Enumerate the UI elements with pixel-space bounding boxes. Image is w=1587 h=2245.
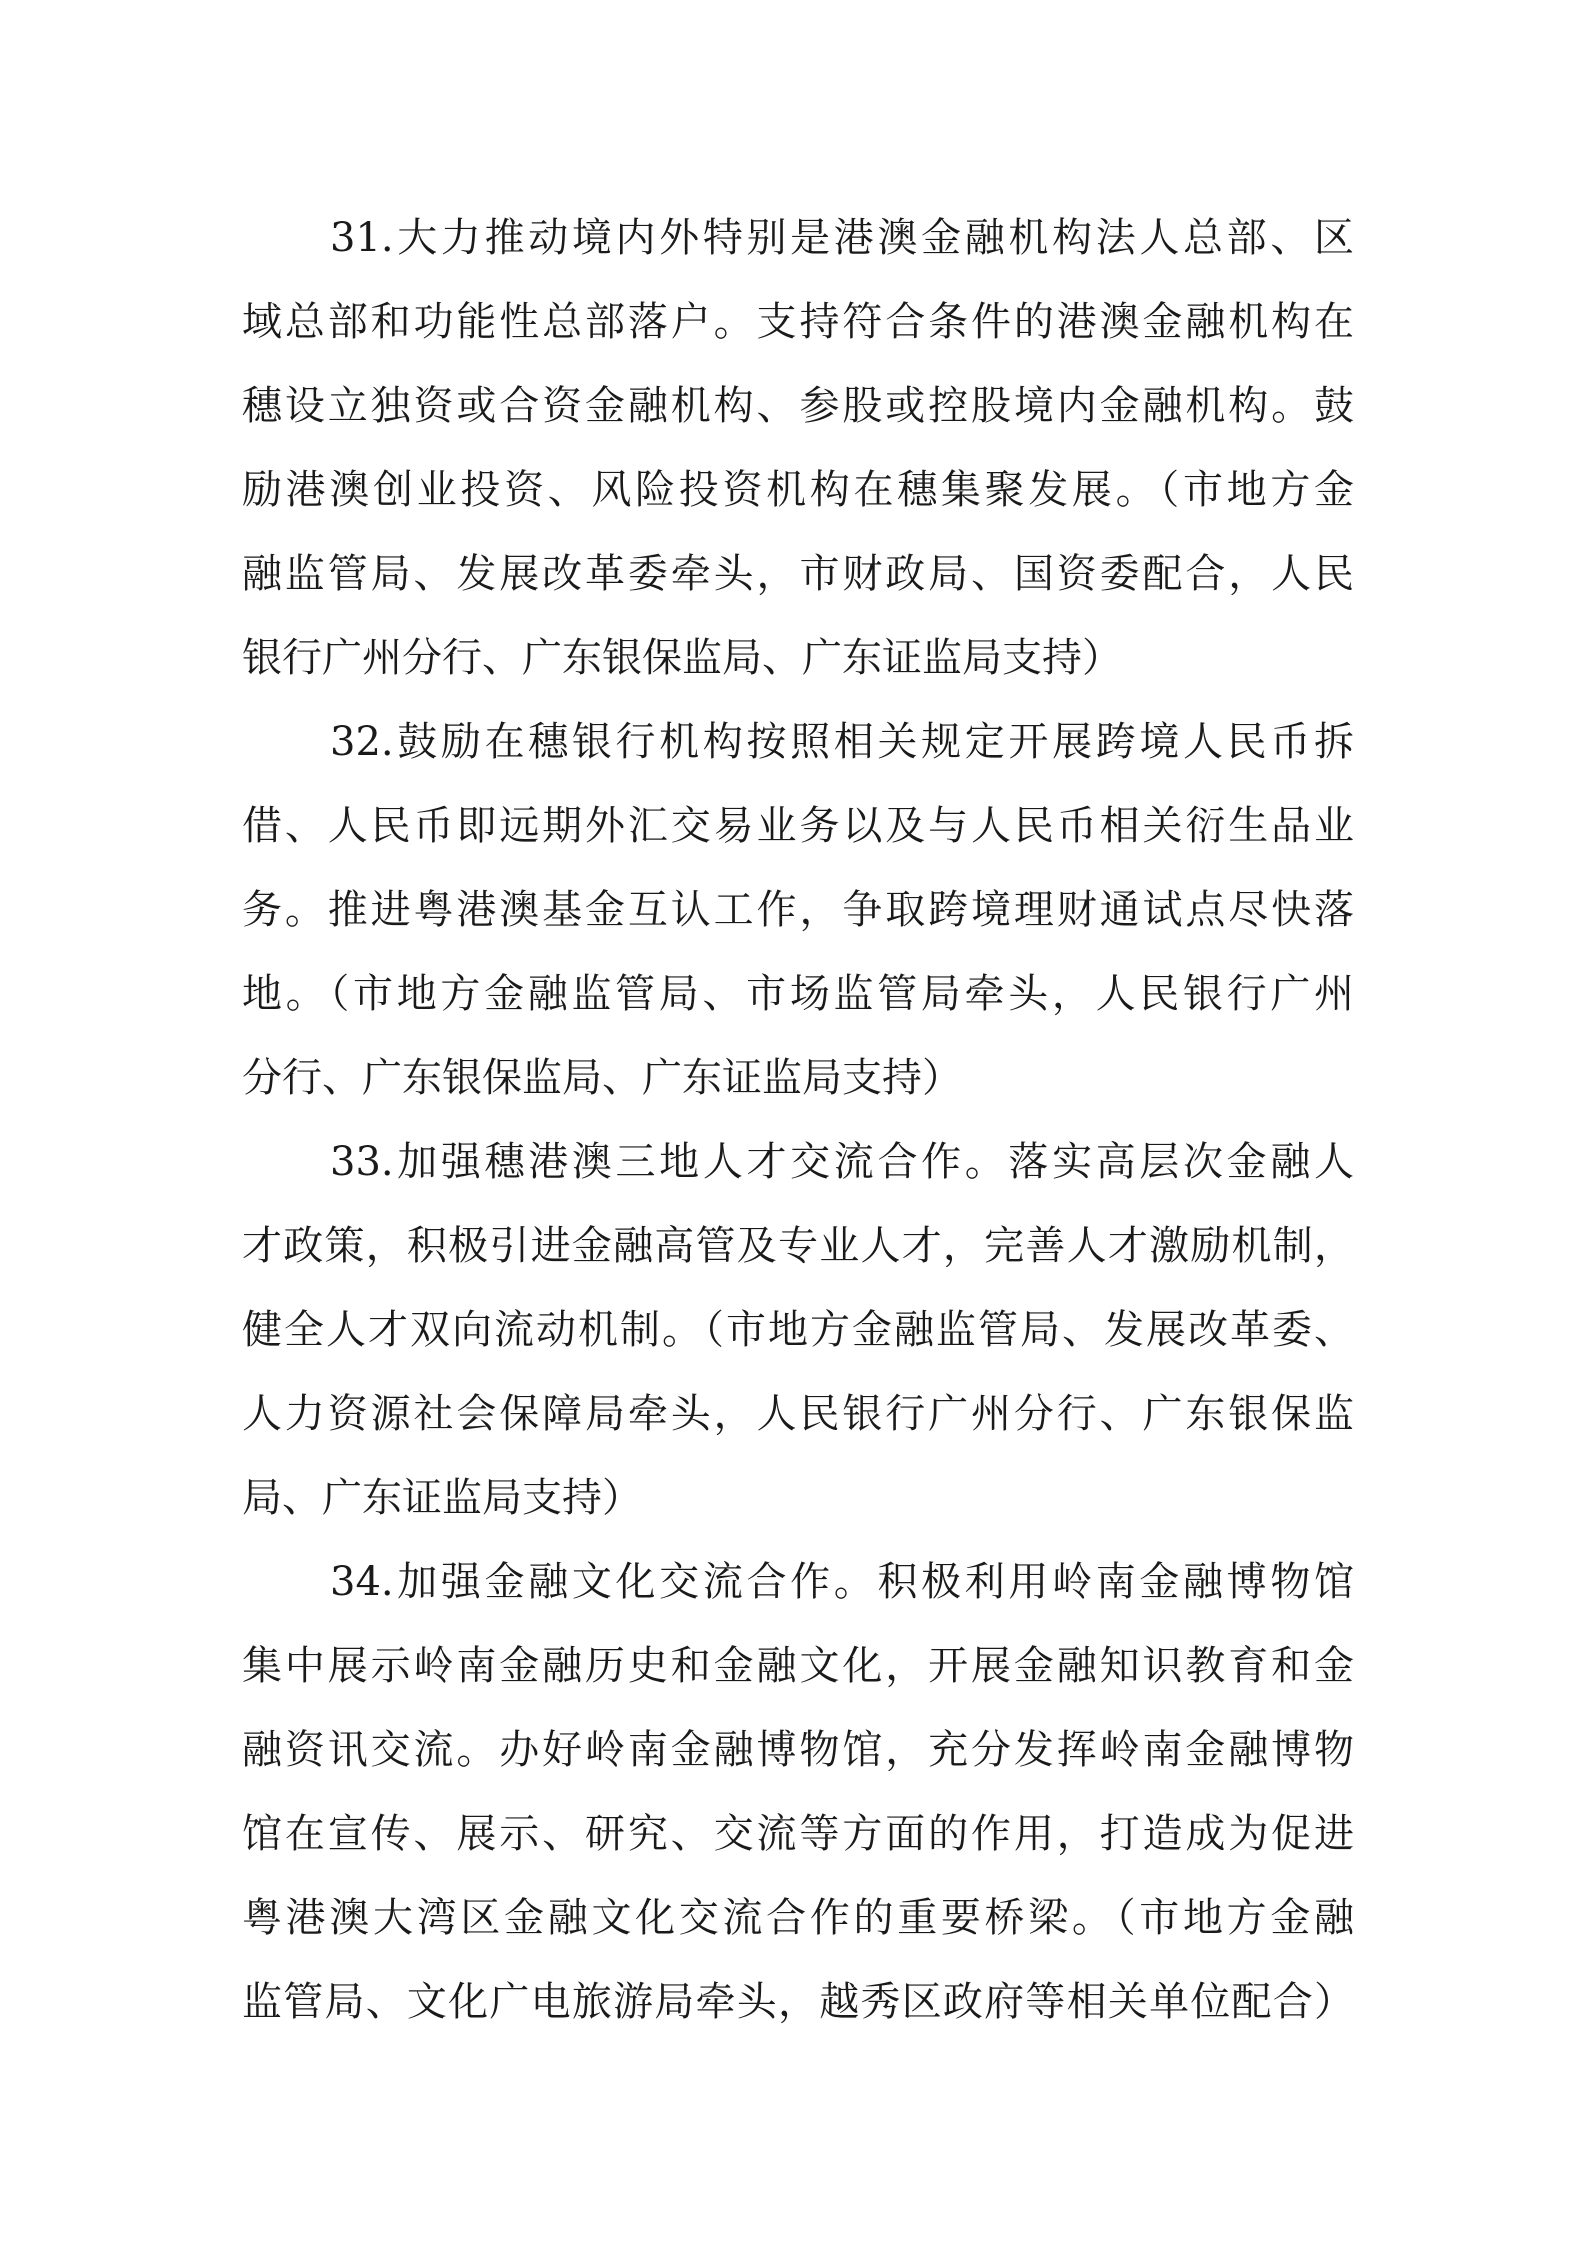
text-line: 人力资源社会保障局牵头，人民银行广州分行、广东银保监 [242,1391,1354,1437]
text-line: 务。推进粤港澳基金互认工作，争取跨境理财通试点尽快落 [242,887,1354,933]
paragraph-34 [242,1540,1354,2044]
text-line: 馆在宣传、展示、研究、交流等方面的作用，打造成为促进 [242,1811,1354,1857]
paragraph-32 [242,700,1354,1120]
text-line: 集中展示岭南金融历史和金融文化，开展金融知识教育和金 [242,1643,1354,1689]
paragraph-31 [242,196,1354,700]
text-line: 地。（市地方金融监管局、市场监管局牵头，人民银行广州 [242,971,1354,1017]
text-line: 31.大力推动境内外特别是港澳金融机构法人总部、区 [330,215,1354,261]
text-line: 域总部和功能性总部落户。支持符合条件的港澳金融机构在 [242,299,1354,345]
text-line: 借、人民币即远期外汇交易业务以及与人民币相关衍生品业 [242,803,1354,849]
document-body [242,196,1354,2044]
text-line: 融监管局、发展改革委牵头，市财政局、国资委配合，人民 [242,551,1354,597]
text-line: 分行、广东银保监局、广东证监局支持） [242,1055,962,1101]
text-line: 32.鼓励在穗银行机构按照相关规定开展跨境人民币拆 [330,719,1354,765]
text-line: 34.加强金融文化交流合作。积极利用岭南金融博物馆 [330,1559,1354,1605]
text-line: 励港澳创业投资、风险投资机构在穗集聚发展。（市地方金 [242,467,1354,513]
text-line: 监管局、文化广电旅游局牵头，越秀区政府等相关单位配合） [242,1979,1354,2025]
text-line: 银行广州分行、广东银保监局、广东证监局支持） [242,635,1122,681]
text-line: 穗设立独资或合资金融机构、参股或控股境内金融机构。鼓 [242,383,1354,429]
text-line: 健全人才双向流动机制。（市地方金融监管局、发展改革委、 [242,1307,1354,1353]
text-line: 粤港澳大湾区金融文化交流合作的重要桥梁。（市地方金融 [242,1895,1354,1941]
paragraph-33 [242,1120,1354,1540]
text-line: 局、广东证监局支持） [242,1475,642,1521]
text-line: 才政策，积极引进金融高管及专业人才，完善人才激励机制， [242,1223,1354,1269]
text-line: 33.加强穗港澳三地人才交流合作。落实高层次金融人 [330,1139,1354,1185]
text-line: 融资讯交流。办好岭南金融博物馆，充分发挥岭南金融博物 [242,1727,1354,1773]
